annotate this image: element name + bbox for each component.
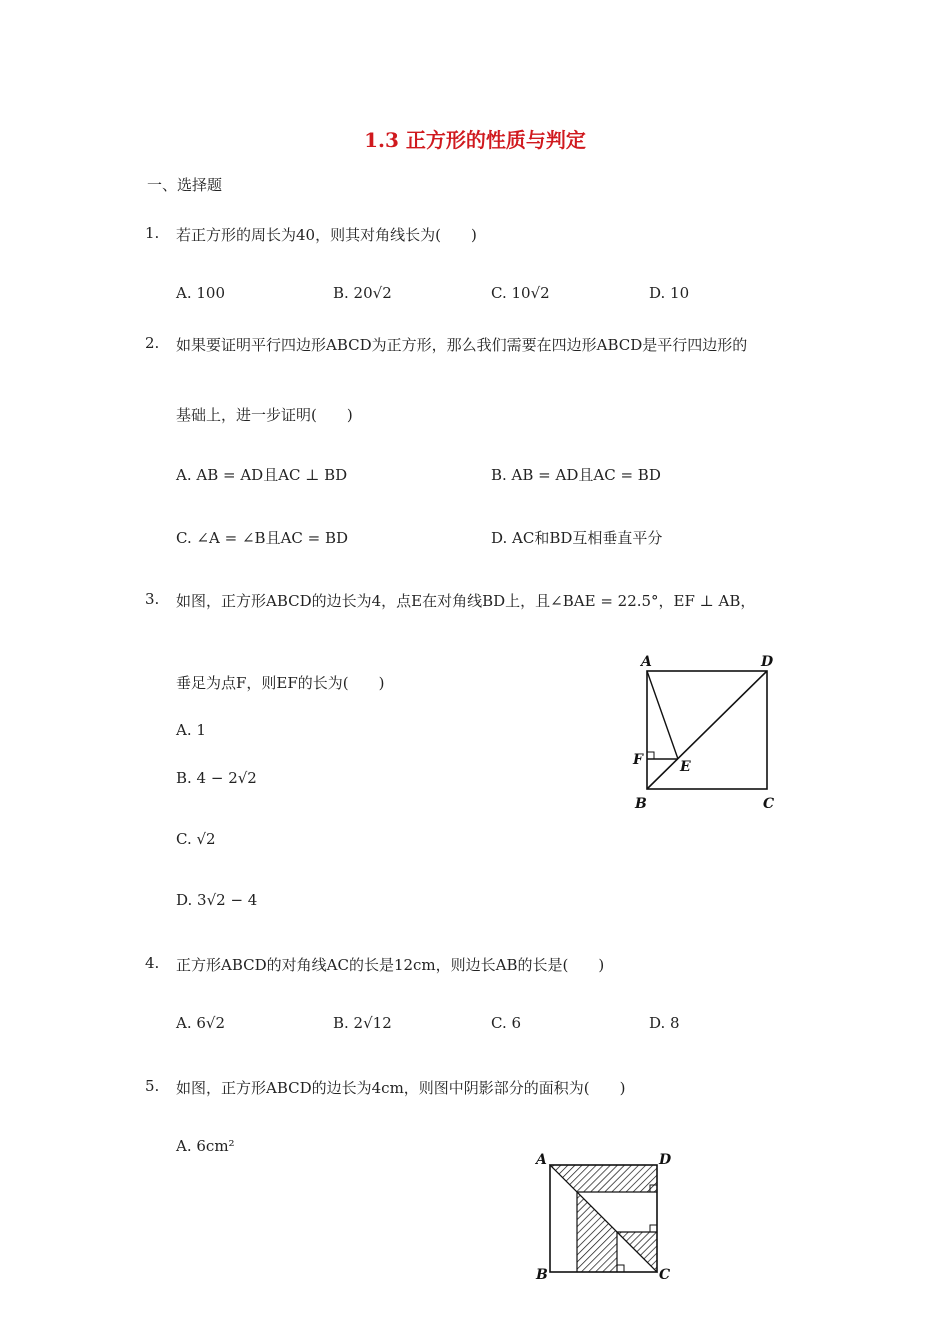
right-angle-mark xyxy=(647,752,654,759)
label-e: E xyxy=(680,759,691,775)
shaded-middle-region xyxy=(577,1192,617,1272)
label-c: C xyxy=(763,796,775,812)
question-1-number: 1. xyxy=(145,224,160,242)
q3-option-b[interactable]: B. 4 − 2√2 xyxy=(176,769,257,787)
label-f: F xyxy=(633,752,643,768)
question-4-text: 正方形ABCD的对角线AC的长是12cm，则边长AB的长是( ) xyxy=(176,956,605,974)
q3-option-c[interactable]: C. √2 xyxy=(176,830,216,848)
q3-option-d[interactable]: D. 3√2 − 4 xyxy=(176,891,258,909)
q2-option-a[interactable]: A. AB = AD且AC ⊥ BD xyxy=(176,466,348,484)
q5-square-figure xyxy=(528,1148,678,1288)
right-angle-mark-2 xyxy=(650,1225,657,1232)
q3-option-a[interactable]: A. 1 xyxy=(176,721,206,739)
segment-ae xyxy=(647,671,678,759)
question-3-text-line1: 如图，正方形ABCD的边长为4，点E在对角线BD上，且∠BAE = 22.5°，EF ⊥ AB， xyxy=(176,592,756,610)
question-1-text: 若正方形的周长为40，则其对角线长为( ) xyxy=(176,226,477,244)
q3-square-figure xyxy=(625,650,785,815)
label-b: B xyxy=(536,1267,548,1283)
question-5-number: 5. xyxy=(145,1077,160,1095)
question-2-number: 2. xyxy=(145,334,160,352)
q1-option-c[interactable]: C. 10√2 xyxy=(491,284,550,302)
question-2-text-line1: 如果要证明平行四边形ABCD为正方形，那么我们需要在四边形ABCD是平行四边形的 xyxy=(176,336,748,354)
q1-option-d[interactable]: D. 10 xyxy=(649,284,690,302)
label-a: A xyxy=(641,654,652,670)
question-4-number: 4. xyxy=(145,954,160,972)
label-b: B xyxy=(635,796,647,812)
question-2-text-line2: 基础上，进一步证明( ) xyxy=(176,406,353,424)
shaded-top-region xyxy=(550,1165,657,1192)
label-d: D xyxy=(659,1152,672,1168)
q4-option-c[interactable]: C. 6 xyxy=(491,1014,522,1032)
q1-option-a[interactable]: A. 100 xyxy=(176,284,225,302)
label-a: A xyxy=(536,1152,547,1168)
section-heading: 一、选择题 xyxy=(147,176,223,194)
label-d: D xyxy=(761,654,774,670)
question-3-number: 3. xyxy=(145,590,160,608)
q4-option-d[interactable]: D. 8 xyxy=(649,1014,680,1032)
question-5-text: 如图，正方形ABCD的边长为4cm，则图中阴影部分的面积为( ) xyxy=(176,1079,626,1097)
q2-option-c[interactable]: C. ∠A = ∠B且AC = BD xyxy=(176,529,349,547)
q5-option-a[interactable]: A. 6cm² xyxy=(176,1137,235,1155)
q2-option-b[interactable]: B. AB = AD且AC = BD xyxy=(491,466,661,484)
q1-option-b[interactable]: B. 20√2 xyxy=(333,284,392,302)
page-title: 1.3 正方形的性质与判定 xyxy=(364,128,586,152)
q4-option-a[interactable]: A. 6√2 xyxy=(176,1014,226,1032)
question-3-text-line2: 垂足为点F，则EF的长为( ) xyxy=(176,674,385,692)
q2-option-d[interactable]: D. AC和BD互相垂直平分 xyxy=(491,529,663,547)
q4-option-b[interactable]: B. 2√12 xyxy=(333,1014,392,1032)
right-angle-mark-3 xyxy=(617,1265,624,1272)
label-c: C xyxy=(659,1267,671,1283)
diagonal-bd xyxy=(647,671,767,789)
